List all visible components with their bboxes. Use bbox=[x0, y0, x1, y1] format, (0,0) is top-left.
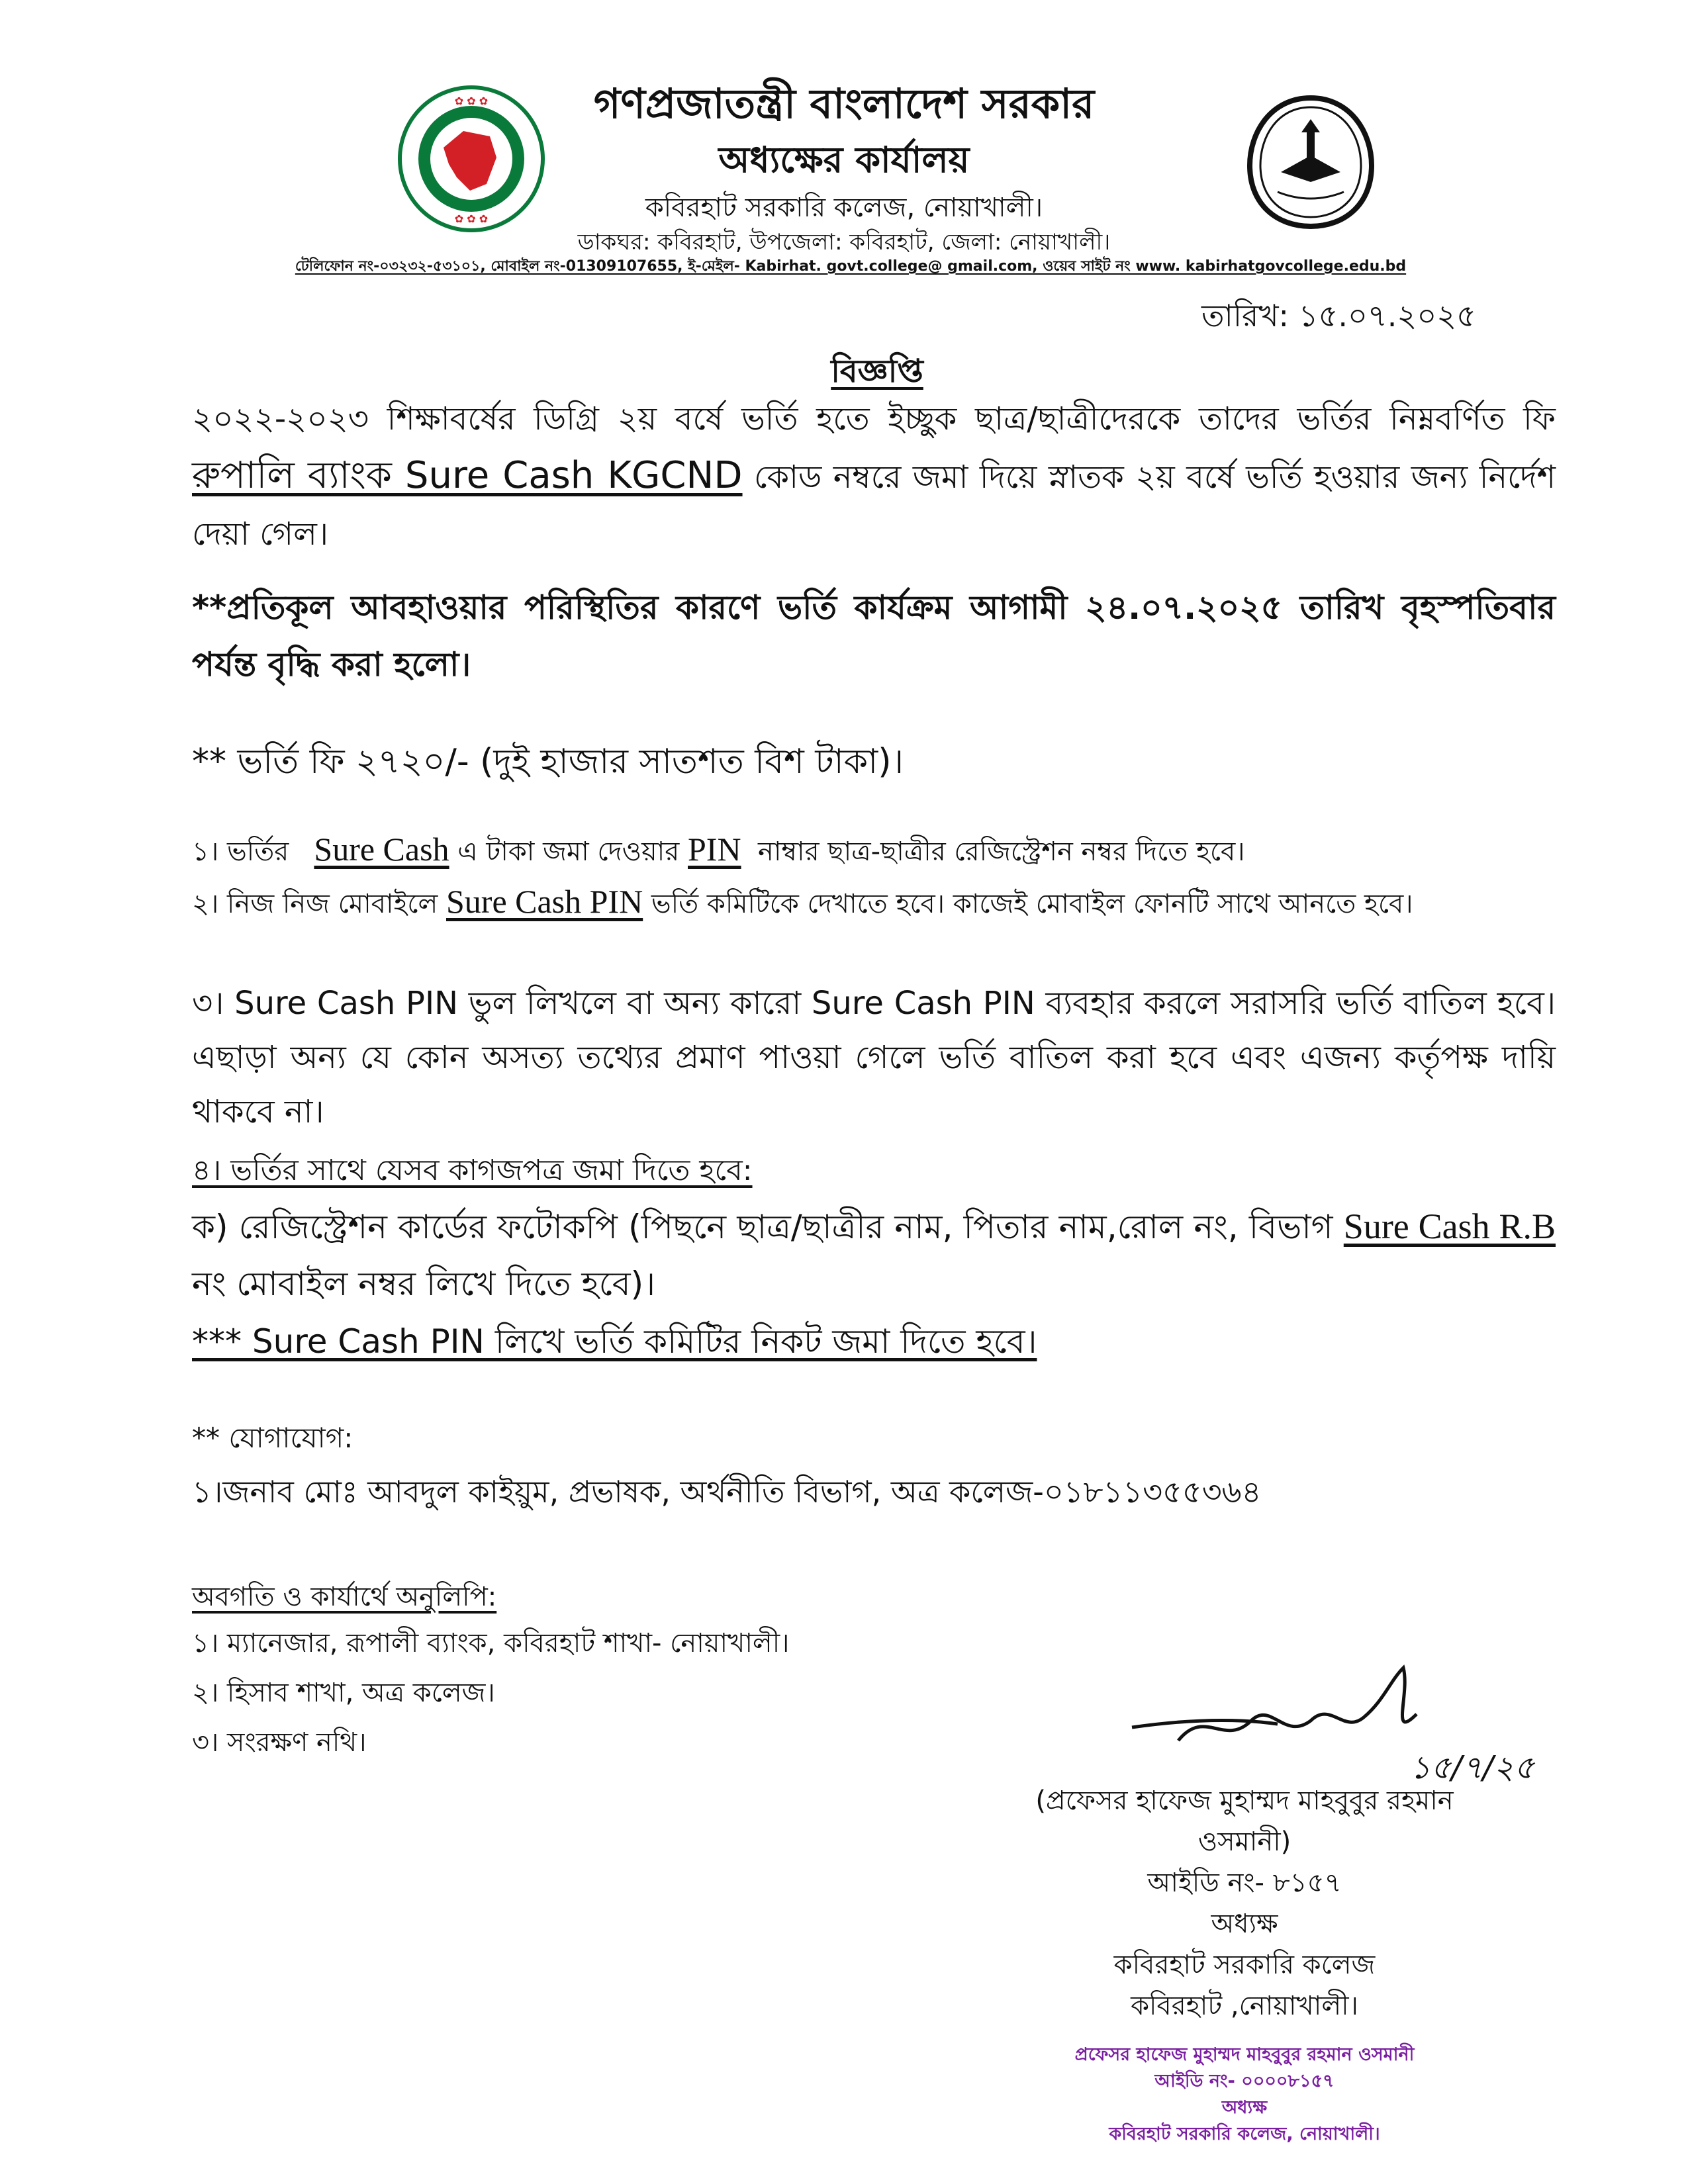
rule-1-b: এ টাকা জমা দেওয়ার bbox=[457, 837, 680, 867]
signatory-designation: অধ্যক্ষ bbox=[1211, 1909, 1278, 1939]
rule-4-pin: *** Sure Cash PIN লিখে ভর্তি কমিটির নিকট জমা দিতে হবে। bbox=[192, 1322, 1037, 1361]
contact-heading: ** যোগাযোগ: bbox=[192, 1422, 353, 1454]
college-address: ডাকঘর: কবিরহাট, উপজেলা: কবিরহাট, জেলা: নোয়াখালী। bbox=[577, 229, 1111, 255]
rule-1-c: নাম্বার ছাত্র-ছাত্রীর রেজিস্ট্রেশন নম্বর দিতে হবে। bbox=[758, 837, 1245, 867]
notice-title: বিজ্ঞপ্তি bbox=[831, 353, 923, 390]
rule-1-surecash: Sure Cash bbox=[314, 831, 449, 868]
notice-date: তারিখ: ১৫.০৭.২০২৫ bbox=[1201, 298, 1476, 334]
svg-text:✿ ✿ ✿: ✿ ✿ ✿ bbox=[454, 95, 489, 107]
intro-text-2: কোড নম্বরে জমা দিয়ে স্নাতক ২য় বর্ষে ভর্তি হওয়ার জন্য নির্দেশ দেয়া গেল। bbox=[192, 459, 1556, 553]
rule-2 bbox=[192, 877, 1556, 929]
college-logo-icon bbox=[1244, 93, 1377, 232]
svg-text:✿ ✿ ✿: ✿ ✿ ✿ bbox=[454, 212, 489, 225]
rule-1-pin: PIN bbox=[688, 831, 741, 868]
signatory-college: কবিরহাট সরকারি কলেজ bbox=[1113, 1950, 1376, 1980]
college-contact: টেলিফোন নং-০৩২৩২-৫৩১০১, মোবাইল নং-01309107655, ই-মেইল- Kabirhat. govt.college@ gmail.com, ওয়েব সাইট নং www. kabirhatgovcollege.edu.bd bbox=[295, 258, 1407, 275]
rule-1 bbox=[192, 827, 1556, 874]
signatory-name-1: (প্রফেসর হাফেজ মুহাম্মদ মাহবুবুর রহমান bbox=[1035, 1786, 1454, 1816]
stamp-designation: অধ্যক্ষ bbox=[1221, 2097, 1268, 2118]
rule-4-ka-b: নং মোবাইল নম্বর লিখে দিতে হবে)। bbox=[192, 1265, 656, 1303]
intro-text-1: ২০২২-২০২৩ শিক্ষাবর্ষের ডিগ্রি ২য় বর্ষে ভর্তি হতে ইচ্ছুক ছাত্র/ছাত্রীদেরকে তাদের ভর্তির নিম্নবর্ণিত ফি bbox=[192, 400, 1556, 437]
extension-notice: **প্রতিকূল আবহাওয়ার পরিস্থিতির কারণে ভর্তি কার্যক্রম আগামী ২৪.০৭.২০২৫ তারিখ বৃহস্পতিবার পর্যন্ত বৃদ্ধি করা হলো। bbox=[192, 588, 1556, 684]
official-stamp bbox=[1039, 2042, 1450, 2148]
signature-block bbox=[980, 1780, 1509, 2026]
contact-item-1: ১।জনাব মোঃ আবদুল কাইয়ুম, প্রভাষক, অর্থনীতি বিভাগ, অত্র কলেজ-০১৮১১৩৫৫৩৬৪ bbox=[192, 1474, 1262, 1510]
intro-paragraph bbox=[192, 390, 1556, 563]
copies-item-2: ২। হিসাব শাখা, অত্র কলেজ। bbox=[192, 1678, 495, 1708]
rule-2-a: ২। নিজ নিজ মোবাইলে bbox=[192, 889, 438, 919]
office-title: অধ্যক্ষের কার্যালয় bbox=[718, 139, 970, 181]
signatory-id: আইডি নং- ৮১৫৭ bbox=[1147, 1868, 1342, 1898]
bank-code: রুপালি ব্যাংক Sure Cash KGCND bbox=[192, 454, 743, 497]
rule-4-ka-a: ক) রেজিস্ট্রেশন কার্ডের ফটোকপি (পিছনে ছাত্র/ছাত্রীর নাম, পিতার নাম,রোল নং, বিভাগ bbox=[192, 1208, 1333, 1246]
rule-1-a: ১। ভর্তির bbox=[192, 837, 289, 867]
copies-heading: অবগতি ও কার্যার্থে অনুলিপি: bbox=[192, 1582, 497, 1612]
copies-item-1: ১। ম্যানেজার, রূপালী ব্যাংক, কবিরহাট শাখা- নোয়াখালী। bbox=[192, 1628, 790, 1659]
rule-4-ka-surecash: Sure Cash R.B bbox=[1343, 1206, 1556, 1246]
rule-2-surecash-pin: Sure Cash PIN bbox=[445, 883, 643, 920]
signatory-place: কবিরহাট ,নোয়াখালী। bbox=[1131, 1991, 1358, 2021]
stamp-name: প্রফেসর হাফেজ মুহাম্মদ মাহবুবুর রহমান ওসমানী bbox=[1074, 2044, 1415, 2065]
rule-4-heading: ৪। ভর্তির সাথে যেসব কাগজপত্র জমা দিতে হবে: bbox=[192, 1154, 753, 1187]
signature-date: ১৫/৭/২৫ bbox=[1410, 1749, 1535, 1786]
govt-title: গণপ্রজাতন্ত্রী বাংলাদেশ সরকার bbox=[593, 79, 1095, 128]
rule-3: ৩। Sure Cash PIN ভুল লিখলে বা অন্য কারো Sure Cash PIN ব্যবহার করলে সরাসরি ভর্তি বাতিল হবে। এছাড়া অন্য যে কোন অসত্য তথ্যের প্রমাণ পাওয়া গেলে ভর্তি বাতিল করা হবে এবং এজন্য কর্তৃপক্ষ দায়ি থাকবে না। bbox=[192, 985, 1556, 1130]
admission-fee: ** ভর্তি ফি ২৭২০/- (দুই হাজার সাতশত বিশ টাকা)। bbox=[192, 742, 904, 782]
signatory-name-2: ওসমানী) bbox=[1197, 1827, 1291, 1857]
stamp-college: কবিরহাট সরকারি কলেজ, নোয়াখালী। bbox=[1109, 2124, 1380, 2144]
copies-item-3: ৩। সংরক্ষণ নথি। bbox=[192, 1727, 367, 1758]
college-name: কবিরহাট সরকারি কলেজ, নোয়াখালী। bbox=[645, 193, 1043, 223]
rule-4-ka bbox=[192, 1198, 1556, 1312]
stamp-id: আইডি নং- ০০০০৮১৫৭ bbox=[1154, 2071, 1335, 2091]
rule-2-b: ভর্তি কমিটিকে দেখাতে হবে। কাজেই মোবাইল ফোনটি সাথে আনতে হবে। bbox=[651, 889, 1413, 919]
